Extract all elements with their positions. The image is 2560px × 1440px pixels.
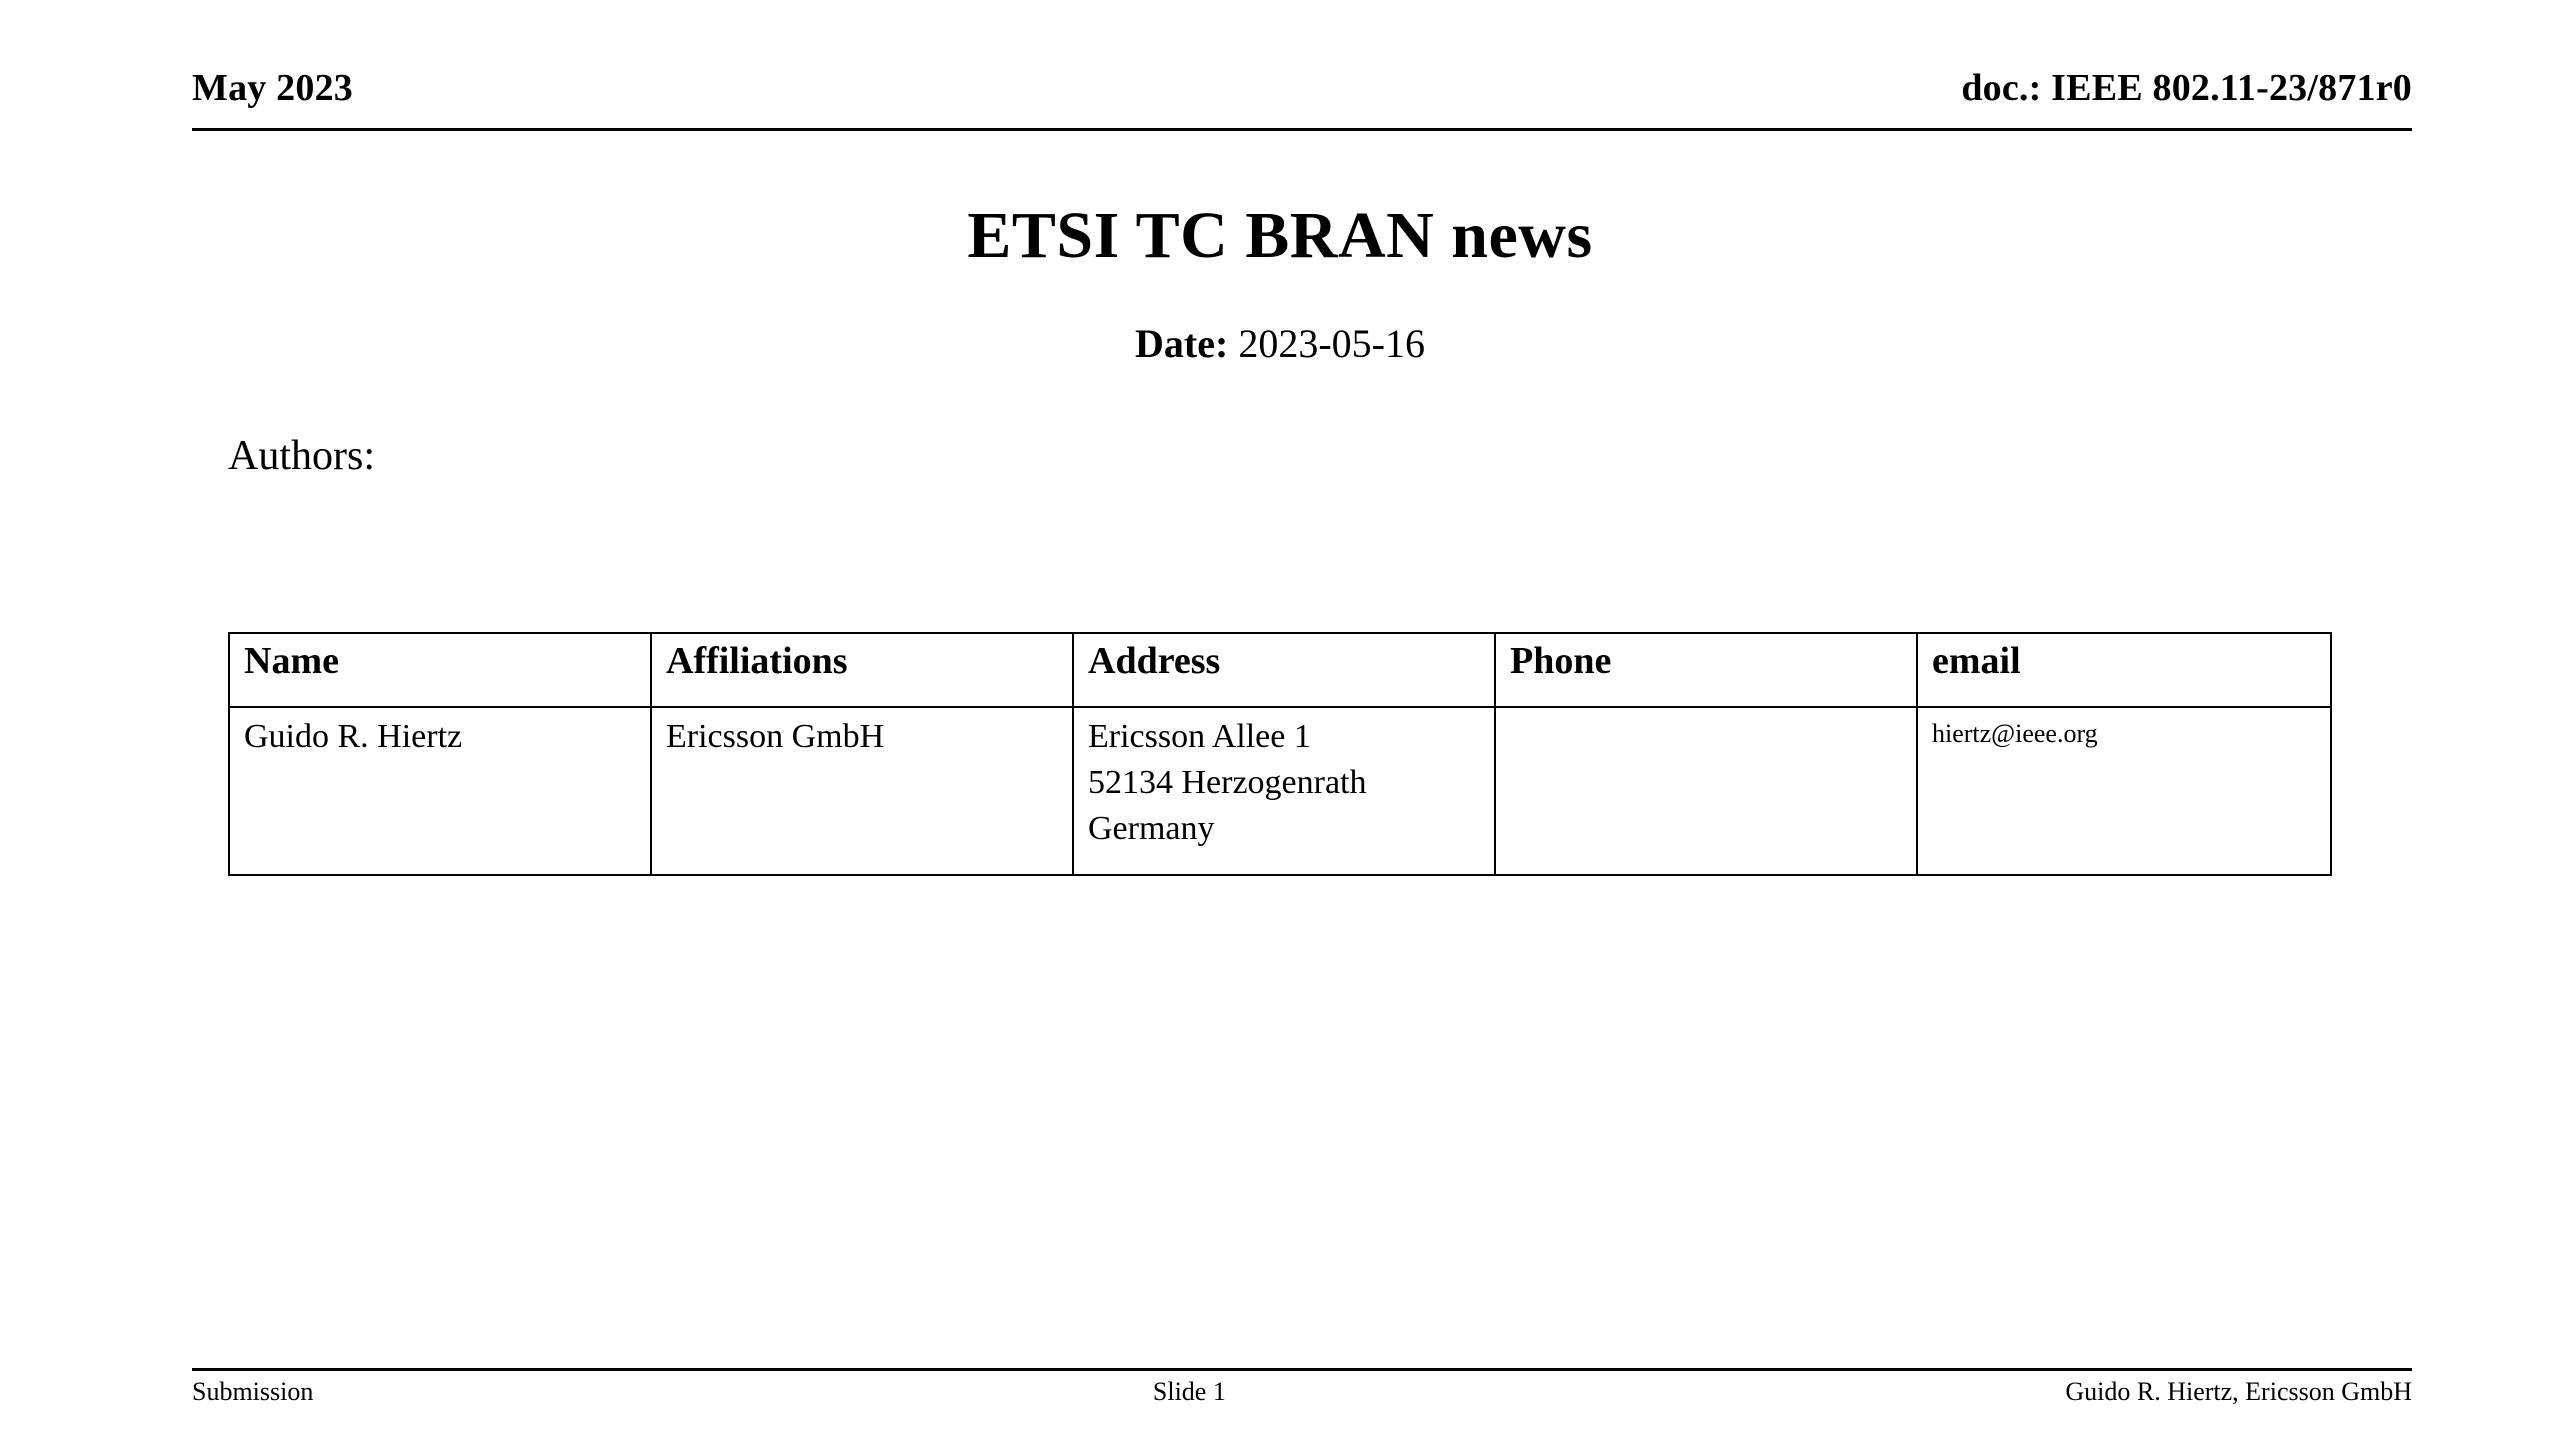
header-date: May 2023 [192,67,353,109]
authors-label: Authors: [228,433,375,479]
column-header-phone: Phone [1495,633,1917,707]
footer-submission: Submission [192,1377,314,1406]
cell-address [1073,707,1495,875]
table-row [229,707,2331,875]
footer-author: Guido R. Hiertz, Ericsson GmbH [2065,1377,2412,1406]
cell-affiliation: Ericsson GmbH [651,707,1073,875]
address-line-2: 52134 Herzogenrath [1088,763,1367,801]
date-label: Date: [1135,321,1229,366]
table-header-row [229,633,2331,707]
column-header-email: email [1917,633,2331,707]
slide-footer [192,1368,2412,1407]
authors-table [228,632,2332,876]
page-title: ETSI TC BRAN news [967,199,1593,272]
cell-email: hiertz@ieee.org [1917,707,2331,875]
column-header-affiliations: Affiliations [651,633,1073,707]
footer-slide-number: Slide 1 [1152,1377,1226,1406]
date-value: 2023-05-16 [1238,321,1425,366]
cell-phone [1495,707,1917,875]
date-line [0,320,2560,367]
header-doc-number: doc.: IEEE 802.11-23/871r0 [1961,67,2412,109]
address-line-3: Germany [1088,809,1215,847]
address-line-1: Ericsson Allee 1 [1088,718,1311,755]
column-header-address: Address [1073,633,1495,707]
cell-name: Guido R. Hiertz [229,707,651,875]
column-header-name: Name [229,633,651,707]
slide-header [192,68,2412,131]
